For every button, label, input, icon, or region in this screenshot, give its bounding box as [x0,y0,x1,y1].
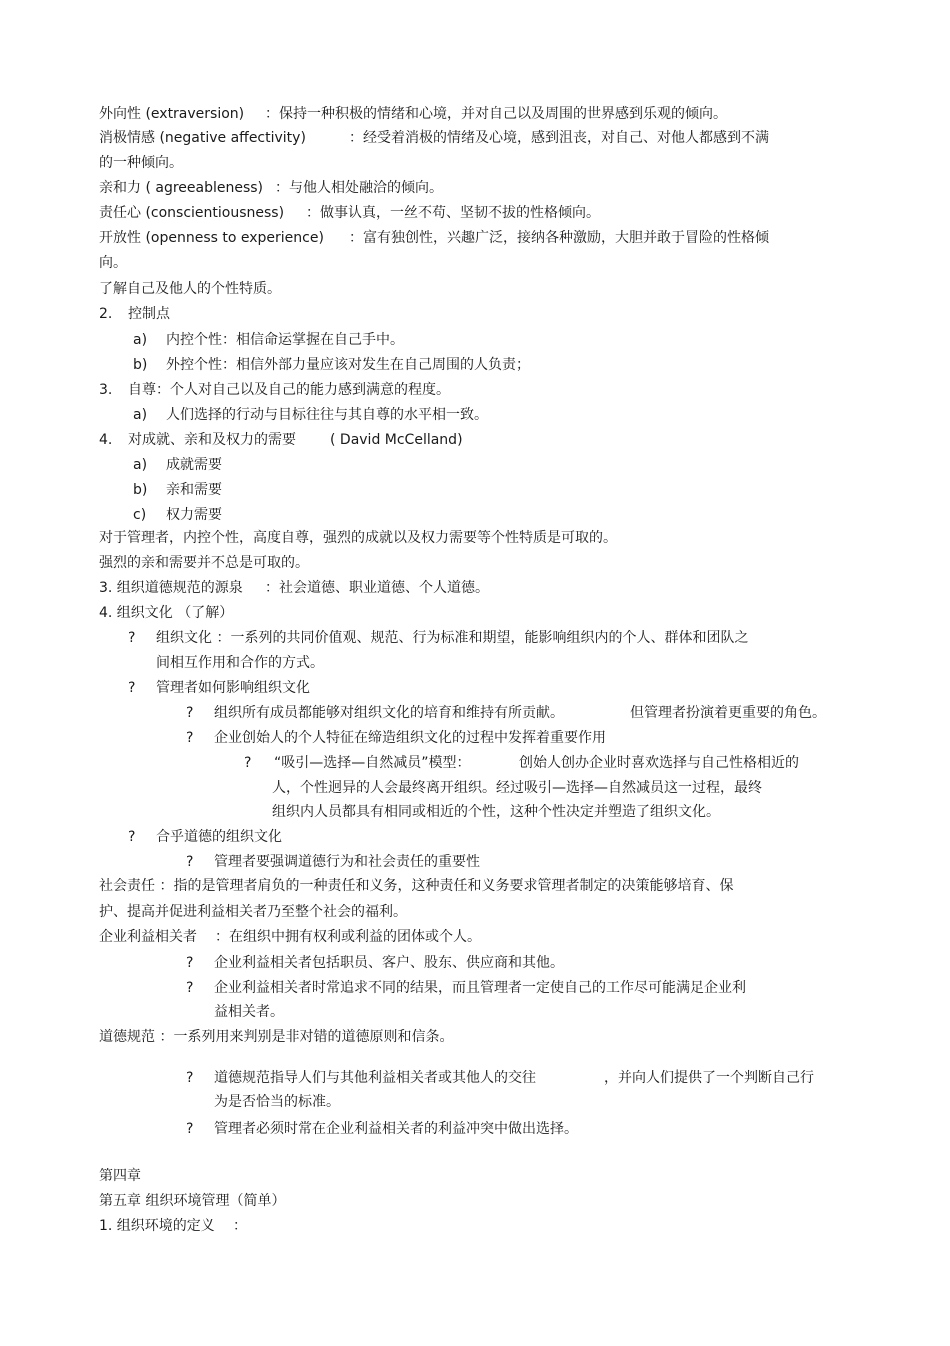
text-line: 强烈的亲和需要并不总是可取的。 [99,555,309,571]
text-line: 的一种倾向。 [99,155,183,171]
text-line: 了解自己及他人的个性特质。 [99,281,281,297]
text-line: 企业利益相关者 ：在组织中拥有权利或利益的团体或个人。 [99,929,481,945]
text-line: 4. 组织文化 （了解） [99,605,234,621]
text-line: 护、提高并促进利益相关者乃至整个社会的福利。 [99,904,407,920]
bullet-item: ? 组织所有成员都能够对组织文化的培育和维持有所贡献。 但管理者扮演着更重要的角色。 [186,705,826,721]
bullet-item: ? 企业利益相关者包括职员、客户、股东、供应商和其他。 [186,955,564,971]
sub-item: a) 内控个性：相信命运掌握在自己手中。 [133,332,404,348]
text-line: 开放性 (openness to experience) ：富有独创性，兴趣广泛，接纳各种激励，大胆并敢于冒险的性格倾 [99,230,769,246]
text-line: 向。 [99,255,127,271]
sub-item: c) 权力需要 [133,507,222,523]
bullet-item: ? 企业利益相关者时常追求不同的结果，而且管理者一定使自己的工作尽可能满足企业利 [186,980,746,996]
text-line: 间相互作用和合作的方式。 [156,655,324,671]
text-line: 1. 组织环境的定义 ： [99,1218,247,1234]
numbered-item: 4. 对成就、亲和及权力的需要 ( David McCelland) [99,432,463,448]
bullet-item: ? 管理者如何影响组织文化 [128,680,310,696]
bullet-item: ? 道德规范指导人们与其他利益相关者或其他人的交往 ，并向人们提供了一个判断自己行 [186,1070,814,1086]
text-line: 3. 组织道德规范的源泉 ：社会道德、职业道德、个人道德。 [99,580,489,596]
bullet-item: ? 管理者要强调道德行为和社会责任的重要性 [186,854,480,870]
text-line: 外向性 (extraversion) ：保持一种积极的情绪和心境，并对自己以及周围的世界感到乐观的倾向。 [99,106,727,122]
bullet-item: ? 组织文化 ：一系列的共同价值观、规范、行为标准和期望，能影响组织内的个人、群体和团队之 [128,630,749,646]
bullet-item: ? 企业创始人的个人特征在缔造组织文化的过程中发挥着重要作用 [186,730,606,746]
text-line: 道德规范 ：一系列用来判别是非对错的道德原则和信条。 [99,1029,454,1045]
sub-item: b) 亲和需要 [133,482,222,498]
bullet-item: ? 管理者必须时常在企业利益相关者的利益冲突中做出选择。 [186,1121,578,1137]
text-line: 消极情感 (negative affectivity) ：经受着消极的情绪及心境，感到沮丧，对自己、对他人都感到不满 [99,130,769,146]
text-line: 社会责任 ：指的是管理者肩负的一种责任和义务，这种责任和义务要求管理者制定的决策能够培育、保 [99,878,734,894]
text-line: 组织内人员都具有相同或相近的个性，这种个性决定并塑造了组织文化。 [272,804,720,820]
sub-item: a) 人们选择的行动与目标往往与其自尊的水平相一致。 [133,407,488,423]
sub-item: b) 外控个性：相信外部力量应该对发生在自己周围的人负责； [133,357,530,373]
numbered-item: 3. 自尊：个人对自己以及自己的能力感到满意的程度。 [99,382,450,398]
text-line: 人，个性迥异的人会最终离开组织。经过吸引—选择—自然减员这一过程，最终 [272,780,762,796]
numbered-item: 2. 控制点 [99,306,170,322]
text-line: 对于管理者，内控个性，高度自尊，强烈的成就以及权力需要等个性特质是可取的。 [99,530,617,546]
text-line: 益相关者。 [214,1004,284,1020]
bullet-item: ? “吸引—选择—自然减员”模型： 创始人创办企业时喜欢选择与自己性格相近的 [244,755,799,771]
chapter-heading: 第四章 [99,1168,141,1184]
text-line: 亲和力 ( agreeableness) ：与他人相处融洽的倾向。 [99,180,443,196]
sub-item: a) 成就需要 [133,457,222,473]
bullet-item: ? 合乎道德的组织文化 [128,829,282,845]
text-line: 责任心 (conscientiousness) ：做事认真，一丝不苟、坚韧不拔的性格倾向。 [99,205,600,221]
text-line: 为是否恰当的标准。 [214,1094,340,1110]
chapter-heading: 第五章 组织环境管理（简单） [99,1193,286,1209]
